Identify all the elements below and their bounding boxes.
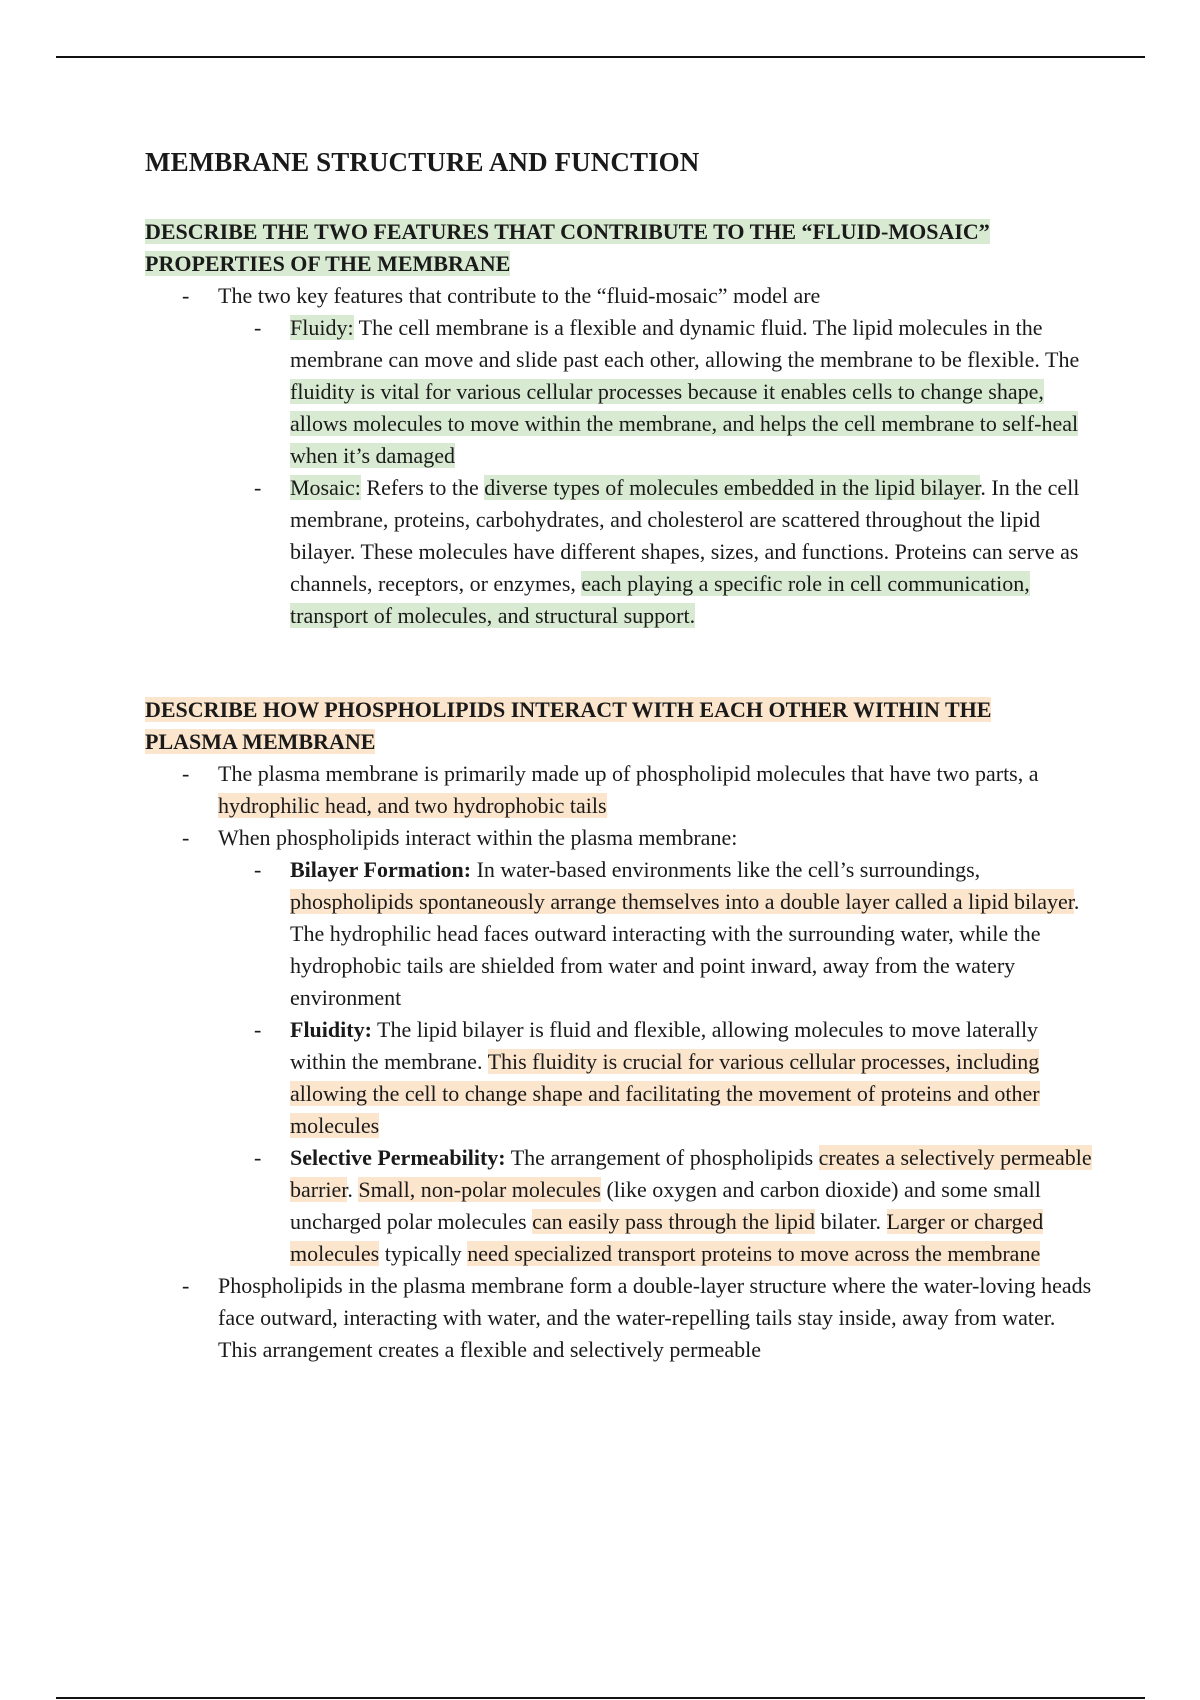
term-bilayer: Bilayer Formation:: [290, 857, 472, 882]
heading-line-2: PLASMA MEMBRANE: [145, 729, 376, 754]
page-title: MEMBRANE STRUCTURE AND FUNCTION: [145, 147, 700, 177]
highlight: each playing a specific role in cell communication, transport of molecules, and structural support.: [290, 571, 1030, 628]
term-fluidy: Fluidy:: [290, 315, 354, 340]
highlight: Larger or charged molecules: [290, 1209, 1044, 1266]
heading-line-2: PROPERTIES OF THE MEMBRANE: [145, 251, 511, 276]
list-item: - Phospholipids in the plasma membrane form a double-layer structure where the water-loving heads face outward, interacting with water, and the water-repelling tails stay inside, away from water. This arrangement creates a flexible and selectively permeable: [145, 1270, 1095, 1366]
highlight: This fluidity is crucial for various cellular processes, including allowing the cell to change shape and facilitating the movement of proteins and other molecules: [290, 1049, 1040, 1138]
section-heading-phospholipids: [145, 694, 1095, 758]
list-item-bilayer: - Bilayer Formation: In water-based environments like the cell’s surroundings, phospholipids spontaneously arrange themselves into a double layer called a lipid bilayer. The hydrophilic head faces outward interacting with the surrounding water, while the hydrophobic tails are shielded from water and point inward, away from the watery environment: [145, 854, 1095, 1014]
list-item-permeability: - Selective Permeability: The arrangement of phospholipids creates a selectively permeable barrier. Small, non-polar molecules (like oxygen and carbon dioxide) and some small uncharged polar molecules can easily pass through the lipid bilater. Larger or charged molecules typically need specialized transport proteins to move across the membrane: [145, 1142, 1095, 1270]
highlight: diverse types of molecules embedded in the lipid bilayer: [484, 475, 981, 500]
highlight: need specialized transport proteins to move across the membrane: [467, 1241, 1041, 1266]
section-heading-fluid-mosaic: [145, 216, 1095, 280]
highlight: Small, non-polar molecules: [358, 1177, 601, 1202]
list-item-fluidy: - Fluidy: The cell membrane is a flexible and dynamic fluid. The lipid molecules in the membrane can move and slide past each other, allowing the membrane to be flexible. The fluidity is vital for various cellular processes because it enables cells to change shape, allows molecules to move within the membrane, and helps the cell membrane to self-heal when it’s damaged: [145, 312, 1095, 472]
heading-line-1: DESCRIBE THE TWO FEATURES THAT CONTRIBUTE TO THE “FLUID-MOSAIC”: [145, 219, 990, 244]
list-item: - The two key features that contribute to the “fluid-mosaic” model are: [145, 280, 1095, 312]
bottom-rule: [56, 1697, 1145, 1699]
heading-line-1: DESCRIBE HOW PHOSPHOLIPIDS INTERACT WITH EACH OTHER WITHIN THE: [145, 697, 992, 722]
section-phospholipids: [145, 694, 1095, 1366]
highlight: creates a selectively permeable barrier: [290, 1145, 1092, 1202]
term-mosaic: Mosaic:: [290, 475, 361, 500]
term-fluidity: Fluidity:: [290, 1017, 372, 1042]
highlight: hydrophilic head, and two hydrophobic tails: [218, 793, 607, 818]
highlight: fluidity is vital for various cellular processes because it enables cells to change shape, allows molecules to move within the membrane, and helps the cell membrane to self-heal when it’s damaged: [290, 379, 1079, 468]
list-item: - The plasma membrane is primarily made up of phospholipid molecules that have two parts, a hydrophilic head, and two hydrophobic tails: [145, 758, 1095, 822]
highlight: phospholipids spontaneously arrange themselves into a double layer called a lipid bilayer: [290, 889, 1074, 914]
fluid-mosaic-list: [145, 280, 1095, 632]
highlight: can easily pass through the lipid: [532, 1209, 816, 1234]
term-permeability: Selective Permeability:: [290, 1145, 506, 1170]
list-item-mosaic: - Mosaic: Refers to the diverse types of molecules embedded in the lipid bilayer. In the cell membrane, proteins, carbohydrates, and cholesterol are scattered throughout the lipid bilayer. These molecules have different shapes, sizes, and functions. Proteins can serve as channels, receptors, or enzymes, each playing a specific role in cell communication, transport of molecules, and structural support.: [145, 472, 1095, 632]
phospholipids-list: [145, 758, 1095, 1366]
document-body: [145, 144, 1095, 1366]
list-item-fluidity: - Fluidity: The lipid bilayer is fluid and flexible, allowing molecules to move laterally within the membrane. This fluidity is crucial for various cellular processes, including allowing the cell to change shape and facilitating the movement of proteins and other molecules: [145, 1014, 1095, 1142]
section-fluid-mosaic: [145, 216, 1095, 632]
top-rule: [56, 56, 1145, 58]
list-item: - When phospholipids interact within the plasma membrane:: [145, 822, 1095, 854]
